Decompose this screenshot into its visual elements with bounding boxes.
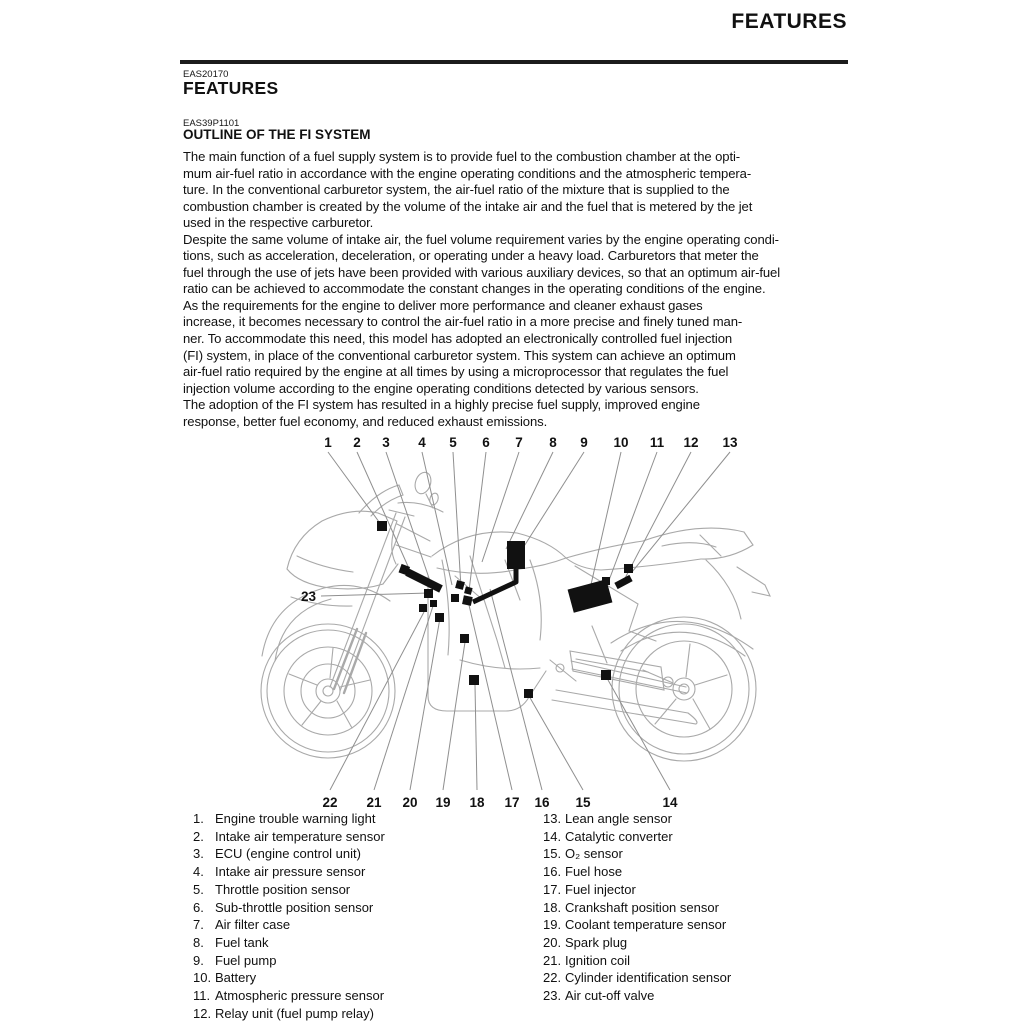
legend-item-number: 14.	[543, 828, 562, 844]
legend-item-number: 23.	[543, 988, 562, 1004]
legend-item	[543, 863, 731, 881]
header-rule	[180, 60, 848, 64]
legend-item-label: Intake air pressure sensor	[215, 864, 366, 880]
legend-item	[193, 952, 385, 970]
body-text-line: Despite the same volume of intake air, the fuel volume requirement varies by the engine operating condi-	[183, 231, 779, 247]
callout-number-bottom: 20	[402, 795, 418, 810]
legend-item	[543, 916, 731, 934]
legend-item-number: 11.	[193, 988, 211, 1004]
subsection-title: OUTLINE OF THE FI SYSTEM	[183, 127, 371, 142]
callout-number-bottom: 22	[322, 795, 338, 810]
body-text	[183, 149, 780, 430]
legend-item-number: 8.	[193, 934, 204, 950]
legend-item	[543, 881, 731, 899]
legend-item	[543, 828, 731, 846]
legend-item	[543, 934, 731, 952]
legend-item	[193, 899, 385, 917]
legend-item-number: 22.	[543, 970, 562, 986]
legend-item-label: Fuel injector	[565, 881, 636, 897]
legend-item-label: Crankshaft position sensor	[565, 899, 719, 915]
body-text-line: injection volume according to the engine operating conditions detected by various sensors.	[183, 380, 699, 396]
legend-item-label: Ignition coil	[565, 952, 631, 968]
callout-number-top: 4	[418, 435, 426, 450]
callout-number-top: 7	[515, 435, 523, 450]
callout-number-bottom: 14	[662, 795, 678, 810]
legend-item	[193, 916, 385, 934]
body-text-line: The main function of a fuel supply system is to provide fuel to the combustion chamber at the opti-	[183, 149, 741, 164]
legend-item-number: 12.	[193, 1005, 212, 1021]
legend-item-number: 10.	[193, 970, 212, 986]
legend-item-number: 13.	[543, 811, 562, 826]
legend-right-column	[543, 810, 731, 1005]
legend-item	[543, 969, 731, 987]
body-text-line: air-fuel ratio required by the engine at all times by using a microprocessor that regulates the fuel	[183, 364, 729, 380]
legend-item-label: Catalytic converter	[565, 828, 673, 844]
section-code: EAS20170	[183, 69, 229, 80]
legend-item-number: 15.	[543, 846, 562, 862]
callout-number-top: 12	[683, 435, 699, 450]
body-text-line: mum air-fuel ratio in accordance with the engine operating conditions and the atmospheric tempera-	[183, 165, 752, 181]
body-text-line: As the requirements for the engine to deliver more performance and cleaner exhaust gases	[183, 297, 703, 313]
callout-number-top: 10	[613, 435, 629, 450]
legend-item-number: 19.	[543, 917, 562, 933]
legend-item	[543, 952, 731, 970]
callout-number-top: 2	[353, 435, 361, 450]
legend-item-label: Fuel tank	[215, 934, 269, 950]
legend-item-number: 6.	[193, 899, 204, 915]
legend-item	[193, 863, 385, 881]
body-text-line: used in the respective carburetor.	[183, 215, 374, 231]
subsection-code: EAS39P1101	[183, 118, 240, 129]
legend-item-label: Air filter case	[215, 917, 291, 933]
body-text-line: ner. To accommodate this need, this model has adopted an electronically controlled fuel injection	[183, 331, 733, 347]
body-text-line: ture. In the conventional carburetor system, the air-fuel ratio of the mixture that is supplied to the	[183, 182, 730, 198]
legend-item-number: 18.	[543, 899, 562, 915]
body-text-line: tions, such as acceleration, deceleration, or operating under a heavy load. Carburetors that meter the	[183, 248, 759, 264]
callout-number-bottom: 21	[366, 795, 382, 810]
legend-item-number: 7.	[193, 917, 204, 933]
legend-item-label: Air cut-off valve	[565, 988, 655, 1004]
legend-item-number: 1.	[193, 811, 204, 826]
legend-item	[193, 969, 385, 987]
legend-item	[543, 987, 731, 1005]
legend-item-label: Coolant temperature sensor	[565, 917, 727, 933]
callout-number-top: 3	[382, 435, 390, 450]
callout-numbers	[301, 435, 738, 810]
legend-item-label: Relay unit (fuel pump relay)	[215, 1005, 374, 1021]
legend-item	[543, 810, 731, 828]
legend-item-number: 5.	[193, 881, 204, 897]
body-text-line: response, better fuel economy, and reduced exhaust emissions.	[183, 413, 548, 429]
legend-item	[193, 845, 385, 863]
callout-number-top: 9	[580, 435, 588, 450]
callout-number-top: 6	[482, 435, 490, 450]
legend-item-label: Fuel hose	[565, 864, 623, 880]
legend-item-label: Atmospheric pressure sensor	[215, 988, 385, 1004]
callout-number-top: 1	[324, 435, 332, 450]
body-text-line: (FI) system, in place of the conventional carburetor system. This system can achieve an optimum	[183, 347, 736, 363]
legend-item-label: O₂ sensor	[565, 846, 623, 862]
legend-item	[193, 934, 385, 952]
legend-item-number: 17.	[543, 881, 562, 897]
body-text-line: ratio can be achieved to accommodate the constant changes in the operating conditions of the engine.	[183, 281, 766, 297]
legend-item-number: 16.	[543, 864, 562, 880]
legend-item	[193, 987, 385, 1005]
section-title: FEATURES	[183, 78, 279, 98]
running-header-title: FEATURES	[731, 10, 847, 33]
legend-item-label: Lean angle sensor	[565, 811, 672, 826]
legend-item-label: Cylinder identification sensor	[565, 970, 732, 986]
body-text-line: increase, it becomes necessary to control the air-fuel ratio in a more precise and finely tuned man-	[183, 314, 743, 330]
legend-item	[543, 845, 731, 863]
legend-item-label: Throttle position sensor	[215, 881, 351, 897]
legend-item-label: ECU (engine control unit)	[215, 846, 361, 862]
legend-left-column	[193, 810, 385, 1022]
legend-item-label: Spark plug	[565, 934, 628, 950]
legend-item-number: 3.	[193, 846, 204, 862]
body-text-line: The adoption of the FI system has resulted in a highly precise fuel supply, improved engine	[183, 397, 700, 413]
body-text-line: fuel through the use of jets have been provided with various auxiliary devices, so that an optimum air-fuel	[183, 264, 781, 280]
callout-number-side: 23	[300, 589, 316, 604]
callout-number-bottom: 15	[575, 795, 591, 810]
leader-lines	[321, 452, 730, 790]
callout-number-top: 8	[549, 435, 557, 450]
legend-item	[193, 1005, 385, 1023]
component-markers	[377, 521, 633, 698]
legend-item	[193, 828, 385, 846]
legend-item-number: 2.	[193, 828, 204, 844]
legend-item-label: Battery	[215, 970, 257, 986]
legend-item-number: 9.	[193, 952, 204, 968]
legend-item-label: Intake air temperature sensor	[215, 828, 385, 844]
callout-number-bottom: 17	[504, 795, 520, 810]
callout-number-bottom: 16	[534, 795, 550, 810]
legend-item-number: 20.	[543, 934, 562, 950]
legend-item-label: Fuel pump	[215, 952, 277, 968]
legend-item-number: 4.	[193, 864, 204, 880]
legend-item	[193, 881, 385, 899]
fi-system-diagram	[0, 425, 1024, 820]
legend-item-label: Sub-throttle position sensor	[215, 899, 374, 915]
legend-item-number: 21.	[543, 952, 562, 968]
legend-item	[543, 899, 731, 917]
motorcycle-line-art	[261, 470, 770, 761]
callout-number-bottom: 19	[435, 795, 451, 810]
callout-number-top: 13	[722, 435, 738, 450]
callout-number-bottom: 18	[469, 795, 485, 810]
callout-number-top: 11	[649, 435, 665, 450]
callout-number-top: 5	[449, 435, 457, 450]
body-text-line: combustion chamber is created by the volume of the intake air and the fuel that is metered by the jet	[183, 198, 753, 214]
legend-item-label: Engine trouble warning light	[215, 811, 376, 826]
legend-item	[193, 810, 385, 828]
